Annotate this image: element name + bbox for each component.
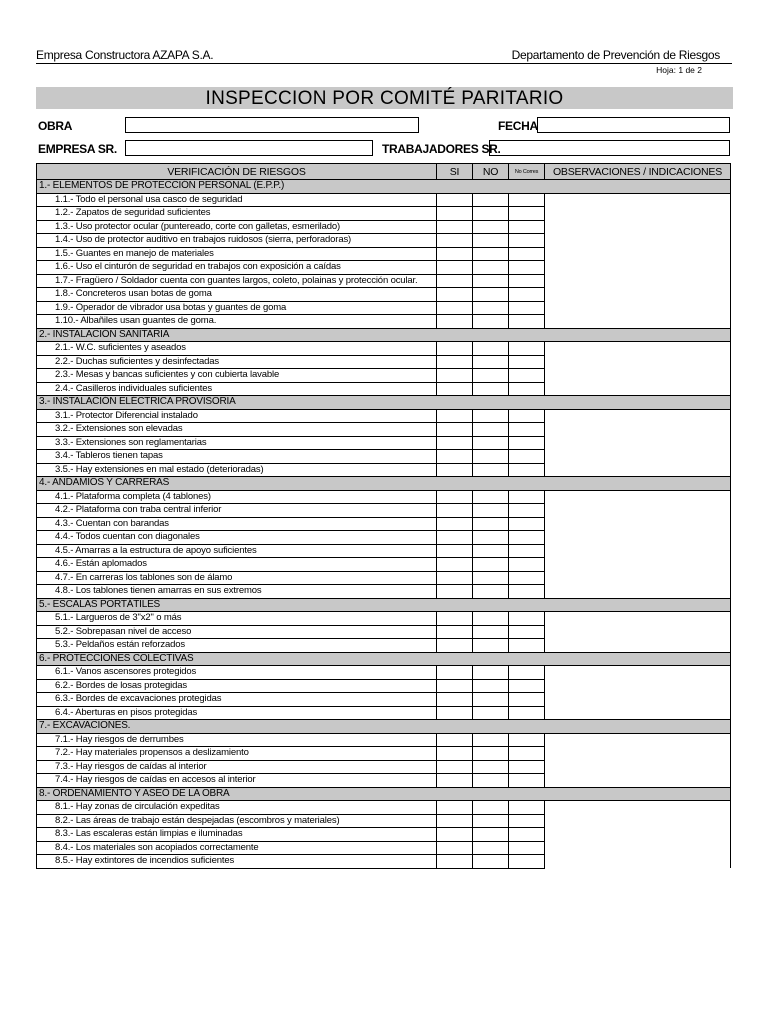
si-cell[interactable] [437, 625, 473, 639]
observation-cell[interactable] [545, 423, 731, 437]
observation-cell[interactable] [545, 558, 731, 572]
observation-cell[interactable] [545, 733, 731, 747]
checklist-row [37, 423, 731, 437]
checklist-row [37, 288, 731, 302]
si-cell[interactable] [437, 274, 473, 288]
checklist-item-label: 3.2.- Extensiones son elevadas [37, 423, 437, 437]
si-cell[interactable] [437, 828, 473, 842]
checklist-item-label: 6.2.- Bordes de losas protegidas [37, 679, 437, 693]
checklist-item-label: 6.4.- Aberturas en pisos protegidas [37, 706, 437, 720]
checklist-row [37, 463, 731, 477]
checklist-item-label: 1.9.- Operador de vibrador usa botas y guantes de goma [37, 301, 437, 315]
checklist-row [37, 369, 731, 383]
checklist-item-label: 8.1.- Hay zonas de circulación expeditas [37, 801, 437, 815]
section-title: 2.- INSTALACIÓN SANITARIA [37, 328, 731, 342]
no-cell[interactable] [473, 828, 509, 842]
si-cell[interactable] [437, 355, 473, 369]
no-cell[interactable] [473, 733, 509, 747]
checklist-row [37, 342, 731, 356]
page-number: Hoja: 1 de 2 [656, 65, 702, 75]
observation-cell[interactable] [545, 193, 731, 207]
no-cell[interactable] [473, 639, 509, 653]
si-cell[interactable] [437, 855, 473, 869]
observation-cell[interactable] [545, 855, 731, 869]
section-title: 4.- ANDAMIOS Y CARRERAS [37, 477, 731, 491]
checklist-item-label: 7.3.- Hay riesgos de caídas al interior [37, 760, 437, 774]
checklist-item-label: 3.1.- Protector Diferencial instalado [37, 409, 437, 423]
checklist-row [37, 504, 731, 518]
checklist-row [37, 828, 731, 842]
checklist-item-label: 3.5.- Hay extensiones en mal estado (deterioradas) [37, 463, 437, 477]
observation-cell[interactable] [545, 531, 731, 545]
si-cell[interactable] [437, 814, 473, 828]
no-corres-cell[interactable] [509, 274, 545, 288]
si-cell[interactable] [437, 733, 473, 747]
no-cell[interactable] [473, 301, 509, 315]
checklist-row [37, 301, 731, 315]
no-cell[interactable] [473, 220, 509, 234]
no-cell[interactable] [473, 517, 509, 531]
no-corres-cell[interactable] [509, 382, 545, 396]
checklist-row [37, 315, 731, 329]
observation-cell[interactable] [545, 639, 731, 653]
trabajadores-label: TRABAJADORES SR. [382, 142, 501, 156]
checklist-row [37, 382, 731, 396]
no-cell[interactable] [473, 747, 509, 761]
no-cell[interactable] [473, 774, 509, 788]
no-corres-cell[interactable] [509, 261, 545, 275]
checklist-row [37, 612, 731, 626]
si-cell[interactable] [437, 247, 473, 261]
checklist-item-label: 8.3.- Las escaleras están limpias e iluminadas [37, 828, 437, 842]
checklist-item-label: 4.4.- Todos cuentan con diagonales [37, 531, 437, 545]
checklist-item-label: 4.5.- Amarras a la estructura de apoyo suficientes [37, 544, 437, 558]
no-corres-cell[interactable] [509, 301, 545, 315]
no-cell[interactable] [473, 585, 509, 599]
checklist-item-label: 4.6.- Están aplomados [37, 558, 437, 572]
col-no-corres: No Corres [509, 164, 545, 180]
no-cell[interactable] [473, 355, 509, 369]
si-cell[interactable] [437, 234, 473, 248]
checklist-row [37, 450, 731, 464]
no-corres-cell[interactable] [509, 220, 545, 234]
no-corres-cell[interactable] [509, 315, 545, 329]
si-cell[interactable] [437, 342, 473, 356]
header-divider [36, 63, 732, 64]
observation-cell[interactable] [545, 841, 731, 855]
no-cell[interactable] [473, 544, 509, 558]
checklist-item-label: 1.7.- Fragüero / Soldador cuenta con guantes largos, coleto, polainas y protección ocular. [37, 274, 437, 288]
observation-cell[interactable] [545, 747, 731, 761]
no-cell[interactable] [473, 504, 509, 518]
checklist-item-label: 1.8.- Concreteros usan botas de goma [37, 288, 437, 302]
no-cell[interactable] [473, 450, 509, 464]
no-corres-cell[interactable] [509, 369, 545, 383]
observation-cell[interactable] [545, 301, 731, 315]
si-cell[interactable] [437, 261, 473, 275]
no-corres-cell[interactable] [509, 625, 545, 639]
checklist-item-label: 8.5.- Hay extintores de incendios suficientes [37, 855, 437, 869]
no-cell[interactable] [473, 288, 509, 302]
observation-cell[interactable] [545, 517, 731, 531]
no-cell[interactable] [473, 193, 509, 207]
no-corres-cell[interactable] [509, 342, 545, 356]
checklist-row [37, 814, 731, 828]
checklist-row [37, 544, 731, 558]
no-cell[interactable] [473, 382, 509, 396]
observation-cell[interactable] [545, 571, 731, 585]
no-cell[interactable] [473, 463, 509, 477]
checklist-row [37, 490, 731, 504]
no-cell[interactable] [473, 558, 509, 572]
checklist-row [37, 571, 731, 585]
si-cell[interactable] [437, 220, 473, 234]
no-corres-cell[interactable] [509, 679, 545, 693]
checklist-item-label: 4.7.- En carreras los tablones son de álamo [37, 571, 437, 585]
fecha-label: FECHA [498, 119, 538, 133]
col-observaciones: OBSERVACIONES / INDICACIONES [545, 164, 731, 180]
section-header-row [37, 652, 731, 666]
no-corres-cell[interactable] [509, 207, 545, 221]
section-header-row [37, 598, 731, 612]
checklist-item-label: 6.3.- Bordes de excavaciones protegidas [37, 693, 437, 707]
no-cell[interactable] [473, 571, 509, 585]
fecha-field[interactable] [537, 117, 730, 133]
si-cell[interactable] [437, 679, 473, 693]
checklist-row [37, 625, 731, 639]
si-cell[interactable] [437, 207, 473, 221]
no-cell[interactable] [473, 666, 509, 680]
si-cell[interactable] [437, 490, 473, 504]
observation-cell[interactable] [545, 463, 731, 477]
si-cell[interactable] [437, 463, 473, 477]
checklist-item-label: 5.1.- Largueros de 3"x2" o más [37, 612, 437, 626]
inspection-table [36, 163, 731, 869]
observation-cell[interactable] [545, 409, 731, 423]
no-corres-cell[interactable] [509, 423, 545, 437]
trabajadores-field[interactable] [489, 140, 730, 156]
checklist-row [37, 774, 731, 788]
si-cell[interactable] [437, 531, 473, 545]
checklist-row [37, 855, 731, 869]
si-cell[interactable] [437, 288, 473, 302]
checklist-row [37, 247, 731, 261]
observation-cell[interactable] [545, 342, 731, 356]
no-corres-cell[interactable] [509, 585, 545, 599]
observation-cell[interactable] [545, 274, 731, 288]
section-header-row [37, 477, 731, 491]
no-corres-cell[interactable] [509, 558, 545, 572]
checklist-row [37, 639, 731, 653]
checklist-row [37, 841, 731, 855]
no-cell[interactable] [473, 409, 509, 423]
no-cell[interactable] [473, 342, 509, 356]
si-cell[interactable] [437, 517, 473, 531]
no-corres-cell[interactable] [509, 706, 545, 720]
no-corres-cell[interactable] [509, 666, 545, 680]
checklist-item-label: 5.3.- Peldaños están reforzados [37, 639, 437, 653]
checklist-item-label: 4.8.- Los tablones tienen amarras en sus extremos [37, 585, 437, 599]
checklist-row [37, 261, 731, 275]
observation-cell[interactable] [545, 666, 731, 680]
no-corres-cell[interactable] [509, 693, 545, 707]
si-cell[interactable] [437, 571, 473, 585]
no-corres-cell[interactable] [509, 531, 545, 545]
si-cell[interactable] [437, 801, 473, 815]
si-cell[interactable] [437, 639, 473, 653]
checklist-item-label: 1.10.- Albañiles usan guantes de goma. [37, 315, 437, 329]
no-corres-cell[interactable] [509, 841, 545, 855]
observation-cell[interactable] [545, 814, 731, 828]
checklist-item-label: 5.2.- Sobrepasan nivel de acceso [37, 625, 437, 639]
no-corres-cell[interactable] [509, 544, 545, 558]
section-title: 1.- ELEMENTOS DE PROTECCIÓN PERSONAL (E.P.P.) [37, 180, 731, 194]
no-corres-cell[interactable] [509, 288, 545, 302]
section-title: 7.- EXCAVACIONES. [37, 720, 731, 734]
observation-cell[interactable] [545, 544, 731, 558]
no-corres-cell[interactable] [509, 193, 545, 207]
checklist-item-label: 8.2.- Las áreas de trabajo están despejadas (escombros y materiales) [37, 814, 437, 828]
observation-cell[interactable] [545, 490, 731, 504]
checklist-item-label: 1.4.- Uso de protector auditivo en trabajos ruidosos (sierra, perforadoras) [37, 234, 437, 248]
checklist-item-label: 1.2.- Zapatos de seguridad suficientes [37, 207, 437, 221]
no-cell[interactable] [473, 247, 509, 261]
checklist-row [37, 409, 731, 423]
si-cell[interactable] [437, 315, 473, 329]
checklist-row [37, 679, 731, 693]
si-cell[interactable] [437, 774, 473, 788]
no-cell[interactable] [473, 760, 509, 774]
no-corres-cell[interactable] [509, 801, 545, 815]
empresa-label: EMPRESA SR. [38, 142, 117, 156]
observation-cell[interactable] [545, 450, 731, 464]
si-cell[interactable] [437, 193, 473, 207]
no-cell[interactable] [473, 855, 509, 869]
observation-cell[interactable] [545, 625, 731, 639]
checklist-item-label: 1.1.- Todo el personal usa casco de seguridad [37, 193, 437, 207]
no-corres-cell[interactable] [509, 234, 545, 248]
si-cell[interactable] [437, 747, 473, 761]
checklist-row [37, 558, 731, 572]
section-title: 3.- INSTALACIÓN ELÉCTRICA PROVISORIA [37, 396, 731, 410]
checklist-row [37, 193, 731, 207]
no-corres-cell[interactable] [509, 355, 545, 369]
department-name: Departamento de Prevención de Riesgos [511, 48, 720, 62]
checklist-row [37, 274, 731, 288]
checklist-row [37, 220, 731, 234]
company-name: Empresa Constructora AZAPA S.A. [36, 48, 214, 62]
observation-cell[interactable] [545, 828, 731, 842]
si-cell[interactable] [437, 369, 473, 383]
si-cell[interactable] [437, 409, 473, 423]
col-no: NO [473, 164, 509, 180]
checklist-item-label: 1.6.- Uso el cinturón de seguridad en trabajos con exposición a caídas [37, 261, 437, 275]
no-corres-cell[interactable] [509, 774, 545, 788]
checklist-row [37, 234, 731, 248]
no-cell[interactable] [473, 679, 509, 693]
checklist-item-label: 2.4.- Casilleros individuales suficientes [37, 382, 437, 396]
observation-cell[interactable] [545, 247, 731, 261]
observation-cell[interactable] [545, 315, 731, 329]
observation-cell[interactable] [545, 355, 731, 369]
checklist-row [37, 585, 731, 599]
si-cell[interactable] [437, 504, 473, 518]
checklist-row [37, 706, 731, 720]
no-cell[interactable] [473, 814, 509, 828]
no-corres-cell[interactable] [509, 436, 545, 450]
checklist-row [37, 693, 731, 707]
no-corres-cell[interactable] [509, 517, 545, 531]
no-cell[interactable] [473, 234, 509, 248]
checklist-item-label: 2.1.- W.C. suficientes y aseados [37, 342, 437, 356]
section-header-row [37, 787, 731, 801]
checklist-row [37, 747, 731, 761]
checklist-item-label: 7.1.- Hay riesgos de derrumbes [37, 733, 437, 747]
no-cell[interactable] [473, 612, 509, 626]
observation-cell[interactable] [545, 801, 731, 815]
si-cell[interactable] [437, 301, 473, 315]
no-corres-cell[interactable] [509, 571, 545, 585]
si-cell[interactable] [437, 585, 473, 599]
checklist-row [37, 517, 731, 531]
checklist-item-label: 3.4.- Tableros tienen tapas [37, 450, 437, 464]
checklist-item-label: 1.3.- Uso protector ocular (puntereado, corte con galletas, esmerilado) [37, 220, 437, 234]
no-cell[interactable] [473, 531, 509, 545]
checklist-item-label: 7.4.- Hay riesgos de caídas en accesos al interior [37, 774, 437, 788]
no-corres-cell[interactable] [509, 450, 545, 464]
no-cell[interactable] [473, 207, 509, 221]
observation-cell[interactable] [545, 382, 731, 396]
observation-cell[interactable] [545, 436, 731, 450]
si-cell[interactable] [437, 841, 473, 855]
obra-field[interactable] [125, 117, 419, 133]
observation-cell[interactable] [545, 706, 731, 720]
si-cell[interactable] [437, 612, 473, 626]
no-cell[interactable] [473, 801, 509, 815]
checklist-row [37, 760, 731, 774]
no-cell[interactable] [473, 436, 509, 450]
observation-cell[interactable] [545, 774, 731, 788]
no-corres-cell[interactable] [509, 855, 545, 869]
col-si: SI [437, 164, 473, 180]
no-cell[interactable] [473, 625, 509, 639]
observation-cell[interactable] [545, 369, 731, 383]
observation-cell[interactable] [545, 679, 731, 693]
si-cell[interactable] [437, 544, 473, 558]
observation-cell[interactable] [545, 504, 731, 518]
no-corres-cell[interactable] [509, 828, 545, 842]
section-title: 5.- ESCALAS PORTÁTILES [37, 598, 731, 612]
checklist-item-label: 2.2.- Duchas suficientes y desinfectadas [37, 355, 437, 369]
obra-label: OBRA [38, 119, 73, 133]
no-corres-cell[interactable] [509, 639, 545, 653]
no-corres-cell[interactable] [509, 612, 545, 626]
no-corres-cell[interactable] [509, 747, 545, 761]
si-cell[interactable] [437, 382, 473, 396]
form-title: INSPECCION POR COMITÉ PARITARIO [36, 87, 733, 109]
checklist-item-label: 2.3.- Mesas y bancas suficientes y con cubierta lavable [37, 369, 437, 383]
col-verificacion: VERIFICACIÓN DE RIESGOS [37, 164, 437, 180]
si-cell[interactable] [437, 436, 473, 450]
observation-cell[interactable] [545, 585, 731, 599]
no-corres-cell[interactable] [509, 504, 545, 518]
section-header-row [37, 180, 731, 194]
no-cell[interactable] [473, 841, 509, 855]
no-cell[interactable] [473, 369, 509, 383]
no-corres-cell[interactable] [509, 814, 545, 828]
observation-cell[interactable] [545, 288, 731, 302]
section-title: 8.- ORDENAMIENTO Y ASEO DE LA OBRA [37, 787, 731, 801]
no-cell[interactable] [473, 274, 509, 288]
checklist-row [37, 733, 731, 747]
checklist-item-label: 8.4.- Los materiales son acopiados correctamente [37, 841, 437, 855]
si-cell[interactable] [437, 558, 473, 572]
checklist-row [37, 531, 731, 545]
checklist-item-label: 4.3.- Cuentan con barandas [37, 517, 437, 531]
no-corres-cell[interactable] [509, 247, 545, 261]
observation-cell[interactable] [545, 760, 731, 774]
no-cell[interactable] [473, 261, 509, 275]
no-corres-cell[interactable] [509, 490, 545, 504]
no-cell[interactable] [473, 706, 509, 720]
observation-cell[interactable] [545, 693, 731, 707]
no-cell[interactable] [473, 490, 509, 504]
no-cell[interactable] [473, 693, 509, 707]
no-cell[interactable] [473, 423, 509, 437]
observation-cell[interactable] [545, 261, 731, 275]
checklist-item-label: 6.1.- Vanos ascensores protegidos [37, 666, 437, 680]
checklist-row [37, 355, 731, 369]
no-corres-cell[interactable] [509, 409, 545, 423]
no-corres-cell[interactable] [509, 733, 545, 747]
checklist-row [37, 207, 731, 221]
checklist-row [37, 436, 731, 450]
observation-cell[interactable] [545, 207, 731, 221]
section-header-row [37, 328, 731, 342]
section-header-row [37, 720, 731, 734]
no-corres-cell[interactable] [509, 760, 545, 774]
observation-cell[interactable] [545, 220, 731, 234]
checklist-item-label: 7.2.- Hay materiales propensos a deslizamiento [37, 747, 437, 761]
si-cell[interactable] [437, 693, 473, 707]
observation-cell[interactable] [545, 612, 731, 626]
checklist-row [37, 666, 731, 680]
inspection-table-body [37, 180, 731, 869]
si-cell[interactable] [437, 450, 473, 464]
checklist-item-label: 3.3.- Extensiones son reglamentarias [37, 436, 437, 450]
checklist-item-label: 4.1.- Plataforma completa (4 tablones) [37, 490, 437, 504]
observation-cell[interactable] [545, 234, 731, 248]
si-cell[interactable] [437, 760, 473, 774]
si-cell[interactable] [437, 706, 473, 720]
checklist-row [37, 801, 731, 815]
checklist-item-label: 1.5.- Guantes en manejo de materiales [37, 247, 437, 261]
no-corres-cell[interactable] [509, 463, 545, 477]
checklist-item-label: 4.2.- Plataforma con traba central inferior [37, 504, 437, 518]
no-cell[interactable] [473, 315, 509, 329]
si-cell[interactable] [437, 666, 473, 680]
empresa-field[interactable] [125, 140, 373, 156]
section-title: 6.- PROTECCIONES COLECTIVAS [37, 652, 731, 666]
section-header-row [37, 396, 731, 410]
si-cell[interactable] [437, 423, 473, 437]
